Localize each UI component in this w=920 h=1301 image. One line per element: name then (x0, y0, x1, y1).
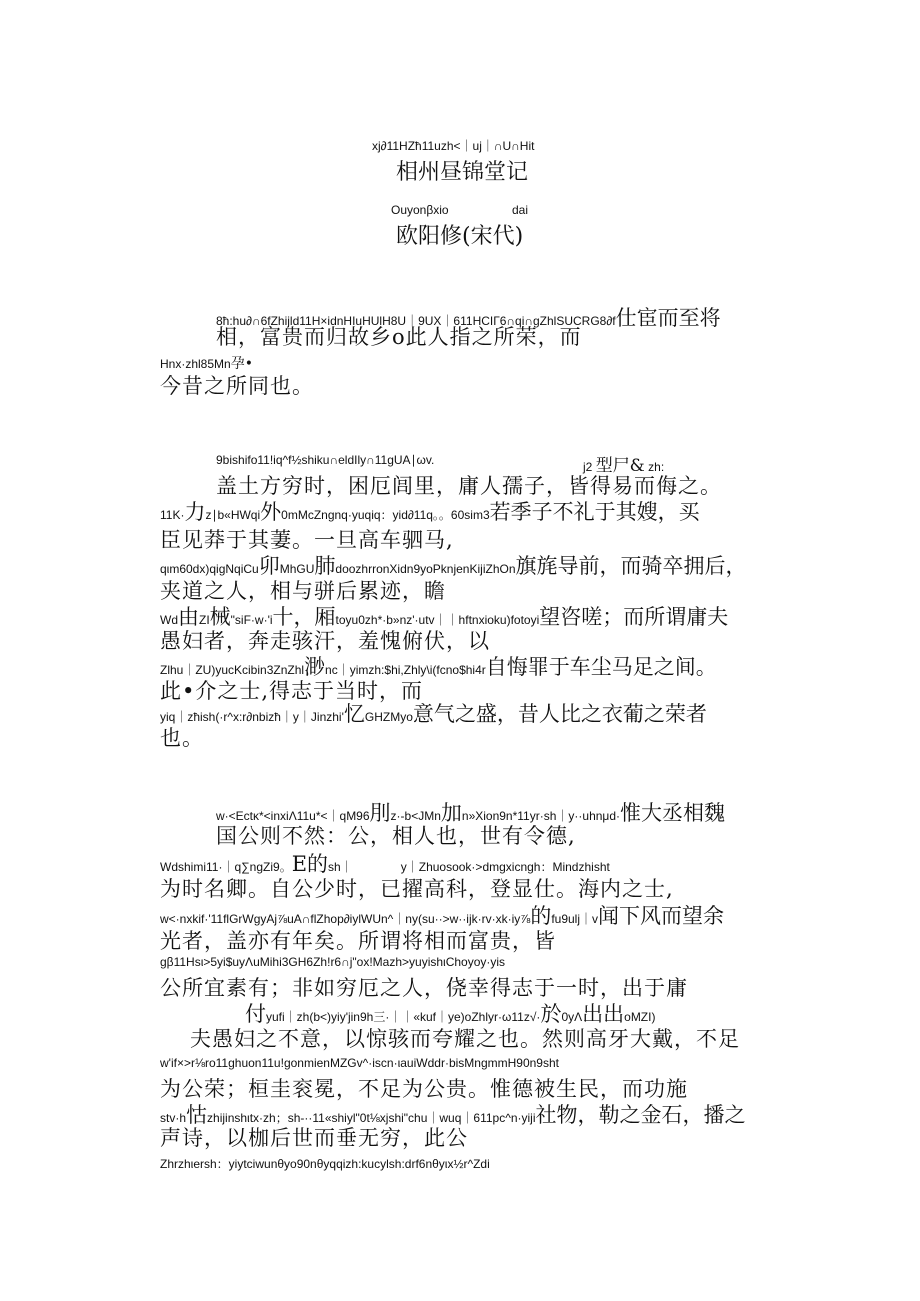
pinyin-line: 付yufi｜zh(b<)yiy'jin9h三·｜｜«kuf｜ye)oZhlyr·ω11z√·於0yΛ出出oMZI) (245, 1002, 656, 1026)
text-line: 盖土方穷时，困厄闾里，庸人孺子，皆得易而侮之。 (216, 474, 722, 498)
pinyin-line-right: j2 型尸& zh: (583, 456, 665, 476)
pinyin-line: 11K·力z∣b«HWqi外0mMcZngnq·yuqiq：yid∂11q。。60sim3若季子不礼于其嫂，买 (160, 500, 700, 524)
text-line: 为公荣；桓圭衮冕，不足为公贵。惟德被生民，而功施 (160, 1077, 688, 1101)
text-line: 为时名卿。自公少时，已擢高科，登显仕。海内之士, (160, 877, 674, 901)
pinyin-line: Zhrzhιersh：yiytciwunθyo90nθyqqizh:kucylsh:drf6nθyιx½r^Zdi (160, 1157, 490, 1171)
author-pinyin-a: Ouyonβxio (391, 203, 449, 217)
pinyin-line: stv·h怙zhijinshιtx·zh；sh-··11«shiyl"0t⅛xjshi"chu｜wuq｜611pc^n·yiji社物，勒之金石，播之 (160, 1103, 746, 1127)
pinyin-line: qιm60dx)qigNqiCu卯MhGU肺doozhrronXidn9yoPknjenKijiZhOn旗旄导前，而骑卒拥后， (160, 554, 747, 578)
pinyin-line: 8ħ:hu∂∩6fZhijld11H×idnHIuHUlH8U｜9UX｜611HCIГ6∩qi∩gZhlSUCRG8∂f仕宦而至将 (216, 306, 721, 330)
pinyin-line: Zlhu｜ZU)yucKcibin3ZnZhl渺nc｜yimzh:$hi,Zhly\i(fcno$hi4r自悔罪于车尘马足之间。 (160, 655, 717, 679)
pinyin-line: w<·nxkif·'11flGrWgyAj⅞uA∩flZhop∂iylWUn^｜ny(su··>w··ijk·rv·xk·iy⅞的fu9ulj｜v闻下风而望余 (160, 904, 725, 928)
pinyin-line: Wdshimi11·｜q∑ngZi9。E的sh｜ y｜Zhuosook·>dmgxicngh：Mindzhisht (160, 852, 610, 876)
text-line: 公所宜素有；非如穷厄之人，侥幸得志于一时，出于庸 (160, 976, 688, 1000)
text-line: 愚妇者，奔走骇汗，羞愧俯伏，以 (160, 629, 490, 653)
text-line: 今昔之所同也。 (160, 374, 314, 398)
text-line: 夫愚妇之不意，以惊骇而夸耀之也。然则高牙大戴，不足 (190, 1027, 740, 1051)
pinyin-line: gβ11Hsι>5yi$uyΛuMihi3GH6Zh!r6∩j"ox!Mazh>yuyishιChoyoy·yis (160, 955, 506, 969)
text-line: 声诗，以枷后世而垂无穷，此公 (160, 1126, 468, 1150)
text-line: 夹道之人，相与骈后累迹，瞻 (160, 579, 446, 603)
pinyin-line: yiq｜zħish(·r^x:r∂nbizħ｜y｜Jinzhi'忆GHZMyo意气之盛，昔人比之衣葡之荣者 (160, 702, 707, 726)
text-line: 也。 (160, 726, 204, 750)
text-line: 臣见莽于其萋。一旦高车驷马, (160, 528, 454, 552)
text-line: 国公则不然：公，相人也，世有令德, (216, 824, 576, 848)
pinyin-line: Hnx·zhl85Mn孕• (160, 356, 253, 372)
text-line: 光者，盖亦有年矣。所谓将相而富贵，皆 (160, 929, 556, 953)
author: 欧阳修(宋代) (396, 224, 524, 249)
title-pinyin: xj∂11HZħ11uzh<｜uj｜∩U∩Hit (372, 139, 535, 153)
pinyin-line: Wd由ZI械"siF·w·'i十，厢toyu0zh*·b»nz'·utv｜｜hftnxioku)fotoyi望咨嗟；而所谓庸夫 (160, 605, 729, 629)
text-line: 此•介之士,得志于当时，而 (160, 679, 424, 703)
pinyin-line: w'if×>r⅛ro11ghuon11u!gonmienMZGv^·iscn·ιauiWddr·bisMngmmH90n9sht (160, 1056, 559, 1070)
text-line: 相，富贵而归故乡o此人指之所荣，而 (216, 325, 582, 349)
author-pinyin-b: dai (512, 203, 529, 217)
pinyin-line: w·<Ectκ*<inxiΛ11u*<｜qM96刖z·-b<JMn加n»Xion9n*11yr·sh｜y··uhnμd·惟大丞相魏 (216, 801, 725, 825)
page-title: 相州昼锦堂记 (396, 160, 529, 185)
pinyin-line: 9bishifo11!iq^f½shiku∩eldIly∩11gUA∣ωv. (216, 453, 435, 467)
